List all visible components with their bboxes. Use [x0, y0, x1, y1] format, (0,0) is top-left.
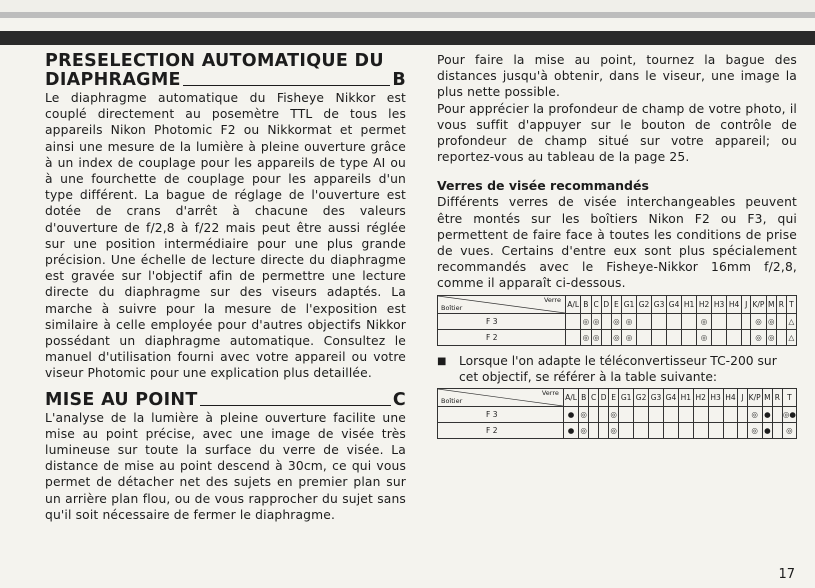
column-header: G2	[637, 295, 652, 313]
mise-au-point-body: L'analyse de la lumière à pleine ouverture facilite une mise au point précise, avec une image de visée très lumineuse sur toute la surface du verre de visée. La distance de mise au point descend à 30cm, ce qui vous permet de détacher net des sujets en premier plan sur un arrière plan flou, ou de vous rapprocher du sujet sans qu'il soit nécessaire de fermer le diaphragme.	[45, 410, 406, 522]
scan-top-edge	[0, 0, 815, 12]
column-header: H2	[693, 388, 708, 406]
column-header: G2	[634, 388, 649, 406]
compat-cell	[663, 406, 678, 422]
focusing-screens-paragraph: Différents verres de visée interchangeables peuvent être montés sur les boîtiers Nikon F2 ou F3, qui permettent de faire face à toutes les conditions de prise de vues. Certains d'entre eux sont plus spécialement recommandés avec le Fisheye-Nikkor 16mm f/2,8, comme il apparaît ci-dessous.	[437, 195, 797, 291]
column-header: K/P	[751, 295, 766, 313]
header-stripe	[0, 31, 815, 45]
compat-cell	[742, 329, 751, 345]
compat-cell	[634, 422, 649, 438]
column-header: G3	[652, 295, 667, 313]
compat-cell	[667, 329, 682, 345]
compat-cell	[742, 313, 751, 329]
verre-label: Verre	[543, 295, 561, 304]
boitier-label: Boîtier	[441, 303, 463, 312]
verre-label: Verre	[541, 388, 559, 397]
column-header: J	[742, 295, 751, 313]
compat-cell	[693, 406, 708, 422]
compat-cell: ●	[563, 406, 578, 422]
compat-cell	[601, 313, 611, 329]
compat-cell	[634, 406, 649, 422]
compat-cell	[738, 406, 747, 422]
section-letter-c: C	[392, 389, 406, 410]
column-header: G1	[619, 388, 634, 406]
section-title-row-c	[45, 391, 406, 410]
table-corner-header	[438, 388, 564, 406]
column-header: M	[762, 388, 772, 406]
column-header: D	[599, 388, 609, 406]
compat-cell: ●	[762, 406, 772, 422]
compat-cell	[772, 422, 782, 438]
column-header: G1	[622, 295, 637, 313]
compat-cell: ◎	[611, 313, 621, 329]
compat-cell	[738, 422, 747, 438]
column-header: B	[579, 388, 589, 406]
compat-cell	[727, 329, 742, 345]
title-rule	[200, 405, 391, 406]
column-header: R	[776, 295, 786, 313]
teleconverter-note-text: Lorsque l'on adapte le téléconvertisseur TC-200 sur cet objectif, se référer à la table suivante:	[459, 353, 777, 384]
page-number: 17	[778, 567, 795, 582]
compat-cell: ◎	[591, 313, 601, 329]
table-row	[438, 313, 797, 329]
compat-cell	[708, 406, 723, 422]
compat-cell	[589, 422, 599, 438]
compat-cell: ◎	[609, 406, 619, 422]
teleconverter-note	[437, 353, 797, 385]
compat-cell: ◎	[751, 313, 766, 329]
column-header: G4	[663, 388, 678, 406]
compat-cell: ◎	[766, 329, 776, 345]
column-header: K/P	[747, 388, 762, 406]
compat-cell	[708, 422, 723, 438]
compat-cell: ●	[762, 422, 772, 438]
compat-cell	[637, 313, 652, 329]
compat-cell	[649, 422, 664, 438]
compat-cell	[589, 406, 599, 422]
compat-cell: ◎	[579, 406, 589, 422]
table-row	[438, 329, 797, 345]
compat-cell: ◎	[697, 313, 712, 329]
compat-cell: ◎	[622, 329, 637, 345]
column-header: H1	[678, 388, 693, 406]
compat-cell: ◎●	[782, 406, 796, 422]
column-header: C	[589, 388, 599, 406]
compat-cell	[727, 313, 742, 329]
compat-cell: ◎	[591, 329, 601, 345]
compat-cell	[712, 329, 727, 345]
compat-cell	[565, 313, 580, 329]
compat-cell: ◎	[747, 422, 762, 438]
compat-cell: ◎	[747, 406, 762, 422]
bullet-icon: ■	[437, 355, 447, 367]
column-header: G3	[649, 388, 664, 406]
camera-cell: F 3	[438, 313, 566, 329]
compat-cell	[649, 406, 664, 422]
compat-cell	[619, 406, 634, 422]
column-header: H4	[723, 388, 738, 406]
column-header: M	[766, 295, 776, 313]
compat-cell: ◎	[611, 329, 621, 345]
compat-cell	[682, 313, 697, 329]
column-header: G4	[667, 295, 682, 313]
compat-cell: ◎	[622, 313, 637, 329]
compat-cell	[601, 329, 611, 345]
column-header: C	[591, 295, 601, 313]
compat-cell	[565, 329, 580, 345]
compat-cell: △	[786, 313, 796, 329]
compat-cell: ◎	[579, 422, 589, 438]
compat-cell	[712, 313, 727, 329]
focus-paragraph: Pour faire la mise au point, tournez la bague des distances jusqu'à obtenir, dans le viseur, une image la plus nette possible.	[437, 53, 797, 100]
compat-cell: ◎	[782, 422, 796, 438]
section-title-preselection: PRESELECTION AUTOMATIQUE DU	[45, 51, 384, 71]
compat-cell	[723, 422, 738, 438]
scan-top-shadow	[0, 12, 815, 18]
compat-cell: ◎	[581, 329, 591, 345]
compat-cell: ●	[563, 422, 578, 438]
column-header: T	[782, 388, 796, 406]
column-header: H4	[727, 295, 742, 313]
compat-cell	[678, 406, 693, 422]
compat-cell	[663, 422, 678, 438]
camera-cell: F 3	[438, 406, 564, 422]
camera-cell: F 2	[438, 422, 564, 438]
column-header: B	[581, 295, 591, 313]
column-header: E	[609, 388, 619, 406]
column-header: E	[611, 295, 621, 313]
compat-cell	[772, 406, 782, 422]
compat-cell: ◎	[751, 329, 766, 345]
compat-cell	[678, 422, 693, 438]
section-title-mise-au-point: MISE AU POINT	[45, 389, 198, 410]
column-header: H1	[682, 295, 697, 313]
boitier-label: Boîtier	[441, 396, 463, 405]
compat-cell	[652, 329, 667, 345]
column-header: J	[738, 388, 747, 406]
column-header: A/L	[563, 388, 578, 406]
focusing-screen-table	[437, 295, 797, 346]
column-header: R	[772, 388, 782, 406]
compat-cell: ◎	[581, 313, 591, 329]
compat-cell	[599, 422, 609, 438]
compat-cell: ◎	[766, 313, 776, 329]
preselection-body: Le diaphragme automatique du Fisheye Nikkor est couplé directement au posemètre TTL de tous les appareils Nikon Photomic F2 ou Nikkormat et permet ainsi une mesure de la lumière à pleine ouverture grâce à un index de couplage pour les appareils de type AI ou à une fourchette de couplage pour les appareils d'un type différent. La bague de réglage de l'ouverture est dotée de crans d'arrêt à chacune des valeurs d'ouverture de f/2,8 à f/22 mais peut être aussi réglée sur une position intermédiaire pour une plus grande précision. Une échelle de lecture directe du diaphragme est gravée sur l'objectif afin de permettre une lecture directe du diaphragme sur des viseurs adaptés. La marche à suivre pour la mesure de l'exposition est similaire à celle employée pour d'autres objectifs Nikkor possédant un diaphragme automatique. Consultez le manuel d'utilisation fourni avec votre appareil ou votre viseur Photomic pour une explication plus detaillée.	[45, 91, 406, 381]
column-header: H3	[708, 388, 723, 406]
compat-cell	[682, 329, 697, 345]
title-rule	[183, 85, 391, 86]
compat-cell: △	[786, 329, 796, 345]
compat-cell	[667, 313, 682, 329]
table-corner-header	[438, 295, 566, 313]
compat-cell	[652, 313, 667, 329]
column-header: T	[786, 295, 796, 313]
section-title-diaphragme: DIAPHRAGME	[45, 70, 181, 90]
compat-cell: ◎	[697, 329, 712, 345]
right-column	[437, 52, 797, 439]
compat-cell	[619, 422, 634, 438]
column-header: A/L	[565, 295, 580, 313]
compat-cell	[693, 422, 708, 438]
camera-cell: F 2	[438, 329, 566, 345]
compat-cell	[776, 313, 786, 329]
section-title-row-b	[45, 71, 406, 90]
section-letter-b: B	[392, 70, 406, 90]
compat-cell: ◎	[609, 422, 619, 438]
compat-cell	[776, 329, 786, 345]
column-header: D	[601, 295, 611, 313]
teleconverter-screen-table	[437, 388, 797, 439]
focusing-screens-heading: Verres de visée recommandés	[437, 178, 649, 194]
depth-of-field-paragraph: Pour apprécier la profondeur de champ de votre photo, il vous suffit d'appuyer sur le bouton de contrôle de profondeur de champ situé sur votre appareil; ou reportez-vous au tableau de la page 25.	[437, 101, 797, 165]
compat-cell	[637, 329, 652, 345]
column-header: H3	[712, 295, 727, 313]
column-header: H2	[697, 295, 712, 313]
left-column	[45, 52, 406, 523]
compat-cell	[599, 406, 609, 422]
compat-cell	[723, 406, 738, 422]
table-row	[438, 422, 797, 438]
table-row	[438, 406, 797, 422]
